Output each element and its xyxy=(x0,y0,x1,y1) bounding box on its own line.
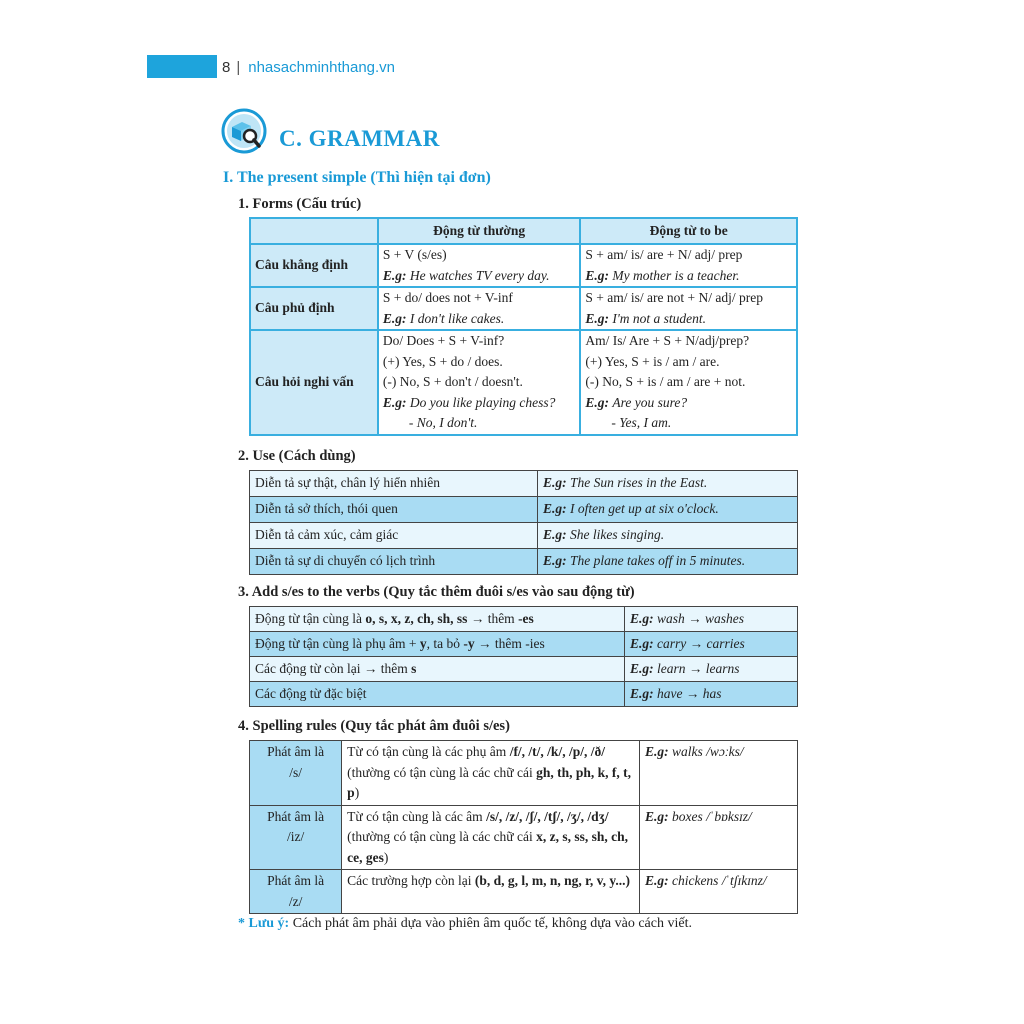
forms-table xyxy=(249,217,798,436)
part-title: I. The present simple (Thì hiện tại đơn) xyxy=(223,169,491,186)
rule-sounds: /s/, /z/, /ʃ/, /tʃ/, /ʒ/, /dʒ/ xyxy=(486,808,609,824)
use-example-cell xyxy=(538,497,798,523)
rule-letters: x, z, s, ss, sh, ch, ce, ges xyxy=(347,829,629,865)
forms-title: 1. Forms (Cấu trúc) xyxy=(238,196,362,212)
note-text: Cách phát âm phải dựa vào phiên âm quốc tế, không dựa vào cách viết. xyxy=(292,916,692,931)
table-row xyxy=(250,497,798,523)
spelling-example-cell xyxy=(639,741,797,806)
forms-row-label: Câu khẳng định xyxy=(250,244,378,287)
pronunciation-sound: /s/ xyxy=(289,764,302,780)
eg-label: E.g: xyxy=(630,610,654,626)
rule-text: (thường có tận cùng là các chữ cái xyxy=(347,764,537,780)
rule-endings: y xyxy=(419,635,427,651)
example-text: learn → learns xyxy=(657,660,740,676)
pronunciation-cell xyxy=(250,741,342,806)
rule-text: Từ có tận cùng là các âm xyxy=(347,808,487,824)
page-header xyxy=(222,59,395,77)
use-table xyxy=(249,470,798,575)
example-text: Do you like playing chess? xyxy=(409,394,556,410)
table-row xyxy=(250,549,798,575)
structure-text: S + am/ is/ are not + N/ adj/ prep xyxy=(585,290,763,305)
book-magnifier-icon xyxy=(221,108,267,154)
rule-suffix: -y xyxy=(463,635,475,651)
forms-header-regular-verbs: Động từ thường xyxy=(378,218,580,244)
example-text: Are you sure? xyxy=(612,394,688,410)
eg-label: E.g: xyxy=(382,310,407,326)
eg-label: E.g: xyxy=(585,310,610,326)
forms-cell xyxy=(378,287,580,330)
pronunciation-label: Phát âm là xyxy=(267,808,325,824)
rule-suffix: -es xyxy=(518,610,534,626)
forms-cell xyxy=(580,244,797,287)
forms-row-affirmative xyxy=(250,244,797,287)
rule-sounds: /f/, /t/, /k/, /p/, /ð/ xyxy=(509,744,605,759)
table-row xyxy=(250,632,798,657)
eg-label: E.g: xyxy=(382,267,407,283)
use-description: Diễn tả sự thật, chân lý hiển nhiên xyxy=(250,471,538,497)
spelling-table xyxy=(249,740,798,914)
forms-cell xyxy=(580,330,797,435)
structure-text: S + do/ does not + V-inf xyxy=(382,290,513,305)
example-text: The plane takes off in 5 minutes. xyxy=(570,553,746,569)
forms-row-negative xyxy=(250,287,797,330)
rule-text: Động từ tận cùng là phụ âm + xyxy=(255,635,420,651)
adds-example-cell xyxy=(625,657,798,682)
adds-example-cell xyxy=(625,607,798,632)
forms-header-row xyxy=(250,218,797,244)
spell-title: 4. Spelling rules (Quy tắc phát âm đuôi s/es) xyxy=(238,718,510,734)
adds-rule xyxy=(250,657,625,682)
example-text: The Sun rises in the East. xyxy=(570,475,708,491)
table-row xyxy=(250,523,798,549)
eg-label: E.g: xyxy=(543,501,567,517)
structure-text: S + am/ is/ are + N/ adj/ prep xyxy=(585,247,743,262)
rule-sounds: (b, d, g, l, m, n, ng, r, v, y...) xyxy=(474,873,631,888)
adds-table xyxy=(249,606,798,707)
use-description: Diễn tả sự di chuyển có lịch trình xyxy=(250,549,538,575)
example-text: walks /wɔːks/ xyxy=(671,744,744,759)
example-text: I'm not a student. xyxy=(612,310,707,326)
spelling-description xyxy=(342,870,640,914)
adds-rule xyxy=(250,607,625,632)
pronunciation-sound: /iz/ xyxy=(286,829,305,844)
forms-row-label: Câu hỏi nghi vấn xyxy=(250,330,378,435)
spelling-description xyxy=(342,741,640,806)
eg-label: E.g: xyxy=(630,685,654,701)
spelling-description xyxy=(342,805,640,870)
pronunciation-cell xyxy=(250,805,342,870)
eg-label: E.g: xyxy=(644,873,669,888)
rule-text: ) xyxy=(383,849,389,865)
example-text: chickens /ˈtʃɪkɪnz/ xyxy=(671,873,767,888)
adds-example-cell xyxy=(625,632,798,657)
forms-cell xyxy=(378,330,580,435)
pronunciation-label: Phát âm là xyxy=(267,873,325,888)
header-separator: | xyxy=(236,59,241,76)
forms-row-label: Câu phủ định xyxy=(250,287,378,330)
site-name: nhasachminhthang.vn xyxy=(248,59,396,76)
rule-text: (thường có tận cùng là các chữ cái xyxy=(347,829,537,844)
page-number: 8 xyxy=(222,59,231,76)
table-row xyxy=(250,805,798,870)
structure-text: (+) Yes, S + is / am / are. xyxy=(585,353,720,369)
forms-row-question xyxy=(250,330,797,435)
pronunciation-label: Phát âm là xyxy=(267,744,325,759)
forms-header-to-be: Động từ to be xyxy=(580,218,797,244)
use-title: 2. Use (Cách dùng) xyxy=(238,448,356,464)
structure-text: Am/ Is/ Are + S + N/adj/prep? xyxy=(585,333,750,348)
table-row xyxy=(250,741,798,806)
structure-text: (+) Yes, S + do / does. xyxy=(382,353,503,369)
table-row xyxy=(250,607,798,632)
eg-label: E.g: xyxy=(543,553,567,569)
example-text: carry → carries xyxy=(657,635,745,651)
adds-example-cell xyxy=(625,682,798,707)
structure-text: S + V (s/es) xyxy=(382,247,447,262)
adds-rule xyxy=(250,632,625,657)
rule-text: Các động từ đặc biệt xyxy=(255,685,367,701)
example-text: He watches TV every day. xyxy=(409,267,550,283)
example-text: She likes singing. xyxy=(570,527,665,543)
rule-text: Động từ tận cùng là xyxy=(255,610,366,626)
rule-text: Các trường hợp còn lại xyxy=(347,873,475,888)
forms-cell xyxy=(378,244,580,287)
eg-label: E.g: xyxy=(382,394,407,410)
rule-letters: gh, th, ph, k, f, t, p xyxy=(347,764,632,800)
rule-text: Từ có tận cùng là các phụ âm xyxy=(347,744,510,759)
rule-endings: o, s, x, z, ch, sh, ss xyxy=(365,610,468,626)
eg-label: E.g: xyxy=(644,808,669,824)
example-text: I often get up at six o'clock. xyxy=(570,501,719,517)
eg-label: E.g: xyxy=(543,475,567,491)
adds-rule xyxy=(250,682,625,707)
use-example-cell xyxy=(538,523,798,549)
pronunciation-sound: /z/ xyxy=(288,893,303,909)
adds-title: 3. Add s/es to the verbs (Quy tắc thêm đuôi s/es vào sau động từ) xyxy=(238,584,635,600)
structure-text: (-) No, S + don't / doesn't. xyxy=(382,374,523,389)
example-text: boxes /ˈbɒksɪz/ xyxy=(671,808,752,824)
table-row xyxy=(250,682,798,707)
table-row xyxy=(250,471,798,497)
note-label: * Lưu ý: xyxy=(238,916,290,931)
rule-text: , ta bỏ xyxy=(426,635,464,651)
eg-label: E.g: xyxy=(543,527,567,543)
spelling-example-cell xyxy=(639,805,797,870)
table-row xyxy=(250,870,798,914)
structure-text: Do/ Does + S + V-inf? xyxy=(382,333,505,348)
example-text: I don't like cakes. xyxy=(409,310,505,326)
forms-corner-cell xyxy=(250,218,378,244)
use-description: Diễn tả cảm xúc, cảm giác xyxy=(250,523,538,549)
note xyxy=(238,915,692,933)
eg-label: E.g: xyxy=(630,660,654,676)
example-answer: - No, I don't. xyxy=(408,415,478,430)
use-example-cell xyxy=(538,471,798,497)
eg-label: E.g: xyxy=(644,744,669,759)
spelling-example-cell xyxy=(639,870,797,914)
eg-label: E.g: xyxy=(630,635,654,651)
pronunciation-cell xyxy=(250,870,342,914)
rule-text: Các động từ còn lại → thêm xyxy=(255,660,412,676)
header-accent-bar xyxy=(147,55,217,78)
example-text: My mother is a teacher. xyxy=(612,267,740,283)
rule-text: → thêm -ies xyxy=(474,635,545,651)
rule-text: → thêm xyxy=(467,610,519,626)
eg-label: E.g: xyxy=(585,267,610,283)
forms-cell xyxy=(580,287,797,330)
table-row xyxy=(250,657,798,682)
eg-label: E.g: xyxy=(585,394,610,410)
structure-text: (-) No, S + is / am / are + not. xyxy=(585,374,746,389)
example-text: have → has xyxy=(657,685,722,701)
section-title: C. GRAMMAR xyxy=(279,126,440,151)
example-answer: - Yes, I am. xyxy=(611,415,672,430)
rule-endings: s xyxy=(411,660,417,676)
rule-text: ) xyxy=(354,785,360,800)
example-text: wash → washes xyxy=(657,610,745,626)
use-example-cell xyxy=(538,549,798,575)
use-description: Diễn tả sở thích, thói quen xyxy=(250,497,538,523)
